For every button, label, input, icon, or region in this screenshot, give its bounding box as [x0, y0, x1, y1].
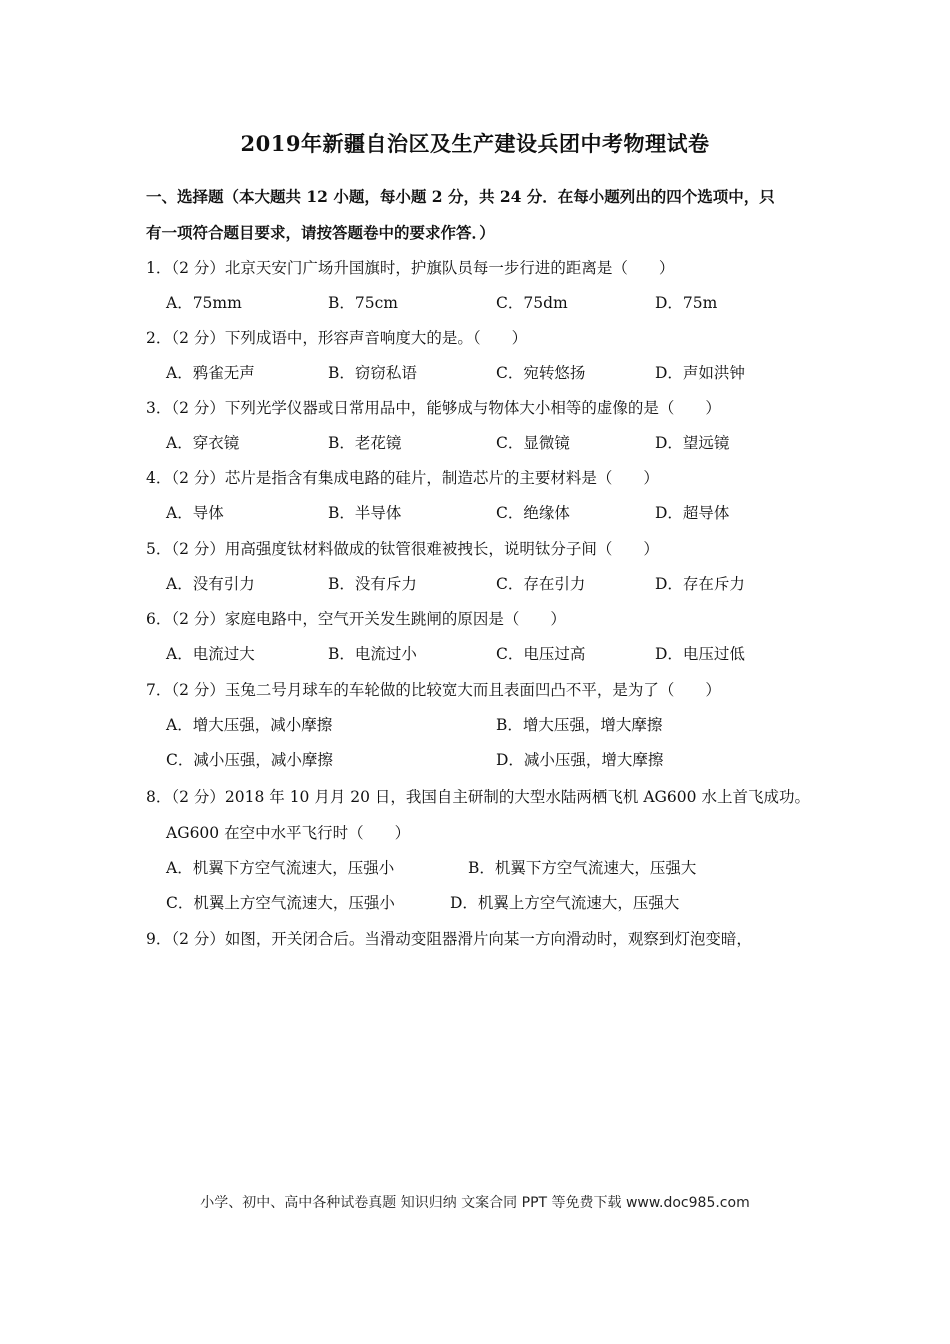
question-5: 5．（2 分）用高强度钛材料做成的钛管很难被拽长，说明钛分子间（ ）: [146, 540, 659, 558]
q8-option-b: B．机翼下方空气流速大，压强大: [468, 859, 697, 877]
exam-title: 2019年新疆自治区及生产建设兵团中考物理试卷: [240, 131, 710, 156]
q8-option-a: A．机翼下方空气流速大，压强小: [166, 859, 395, 877]
q4-option-a: A．导体: [166, 504, 224, 522]
q8-option-c: C．机翼上方空气流速大，压强小: [166, 894, 395, 912]
q7-option-c: C．减小压强，减小摩擦: [166, 751, 333, 769]
q7-option-d: D．减小压强，增大摩擦: [496, 751, 664, 769]
q3-option-b: B．老花镜: [328, 434, 402, 452]
question-7: 7．（2 分）玉兔二号月球车的车轮做的比较宽大而且表面凹凸不平，是为了（ ）: [146, 681, 721, 699]
q3-option-a: A．穿衣镜: [166, 434, 240, 452]
q4-option-c: C．绝缘体: [496, 504, 570, 522]
section-heading-line1: 一、选择题（本大题共 12 小题，每小题 2 分，共 24 分．在每小题列出的四个选项中，只: [146, 187, 775, 206]
q7-option-b: B．增大压强，增大摩擦: [496, 716, 663, 734]
question-8-continued: AG600 在空中水平飞行时（ ）: [166, 824, 411, 842]
q5-option-c: C．存在引力: [496, 575, 586, 593]
q4-option-b: B．半导体: [328, 504, 402, 522]
question-4: 4．（2 分）芯片是指含有集成电路的硅片，制造芯片的主要材料是（ ）: [146, 469, 659, 487]
q3-option-d: D．望远镜: [655, 434, 730, 452]
q1-option-a: A．75mm: [166, 294, 242, 312]
q6-option-b: B．电流过小: [328, 645, 417, 663]
q8-option-d: D．机翼上方空气流速大，压强大: [450, 894, 680, 912]
q1-option-d: D．75m: [655, 294, 718, 312]
q2-option-d: D．声如洪钟: [655, 364, 745, 382]
q1-option-b: B．75cm: [328, 294, 398, 312]
q2-option-b: B．窃窃私语: [328, 364, 417, 382]
section-heading-line2: 有一项符合题目要求，请按答题卷中的要求作答．）: [146, 223, 495, 242]
q5-option-b: B．没有斥力: [328, 575, 417, 593]
q3-option-c: C．显微镜: [496, 434, 570, 452]
q2-option-c: C．宛转悠扬: [496, 364, 586, 382]
question-1: 1．（2 分）北京天安门广场升国旗时，护旗队员每一步行进的距离是（ ）: [146, 259, 675, 277]
question-8: 8．（2 分）2018 年 10 月月 20 日，我国自主研制的大型水陆两栖飞机 AG600 水上首飞成功。: [146, 788, 810, 806]
question-3: 3．（2 分）下列光学仪器或日常用品中，能够成与物体大小相等的虚像的是（ ）: [146, 399, 721, 417]
q1-option-c: C．75dm: [496, 294, 568, 312]
q5-option-d: D．存在斥力: [655, 575, 745, 593]
q6-option-a: A．电流过大: [166, 645, 255, 663]
question-6: 6．（2 分）家庭电路中，空气开关发生跳闸的原因是（ ）: [146, 610, 566, 628]
q5-option-a: A．没有引力: [166, 575, 255, 593]
q7-option-a: A．增大压强，减小摩擦: [166, 716, 333, 734]
q6-option-c: C．电压过高: [496, 645, 586, 663]
q4-option-d: D．超导体: [655, 504, 730, 522]
question-2: 2．（2 分）下列成语中，形容声音响度大的是。（ ）: [146, 329, 528, 347]
page-footer: 小学、初中、高中各种试卷真题 知识归纳 文案合同 PPT 等免费下载 www.doc985.com: [200, 1195, 750, 1211]
q6-option-d: D．电压过低: [655, 645, 745, 663]
q2-option-a: A．鸦雀无声: [166, 364, 255, 382]
question-9: 9．（2 分）如图，开关闭合后。当滑动变阻器滑片向某一方向滑动时，观察到灯泡变暗，: [146, 930, 752, 948]
